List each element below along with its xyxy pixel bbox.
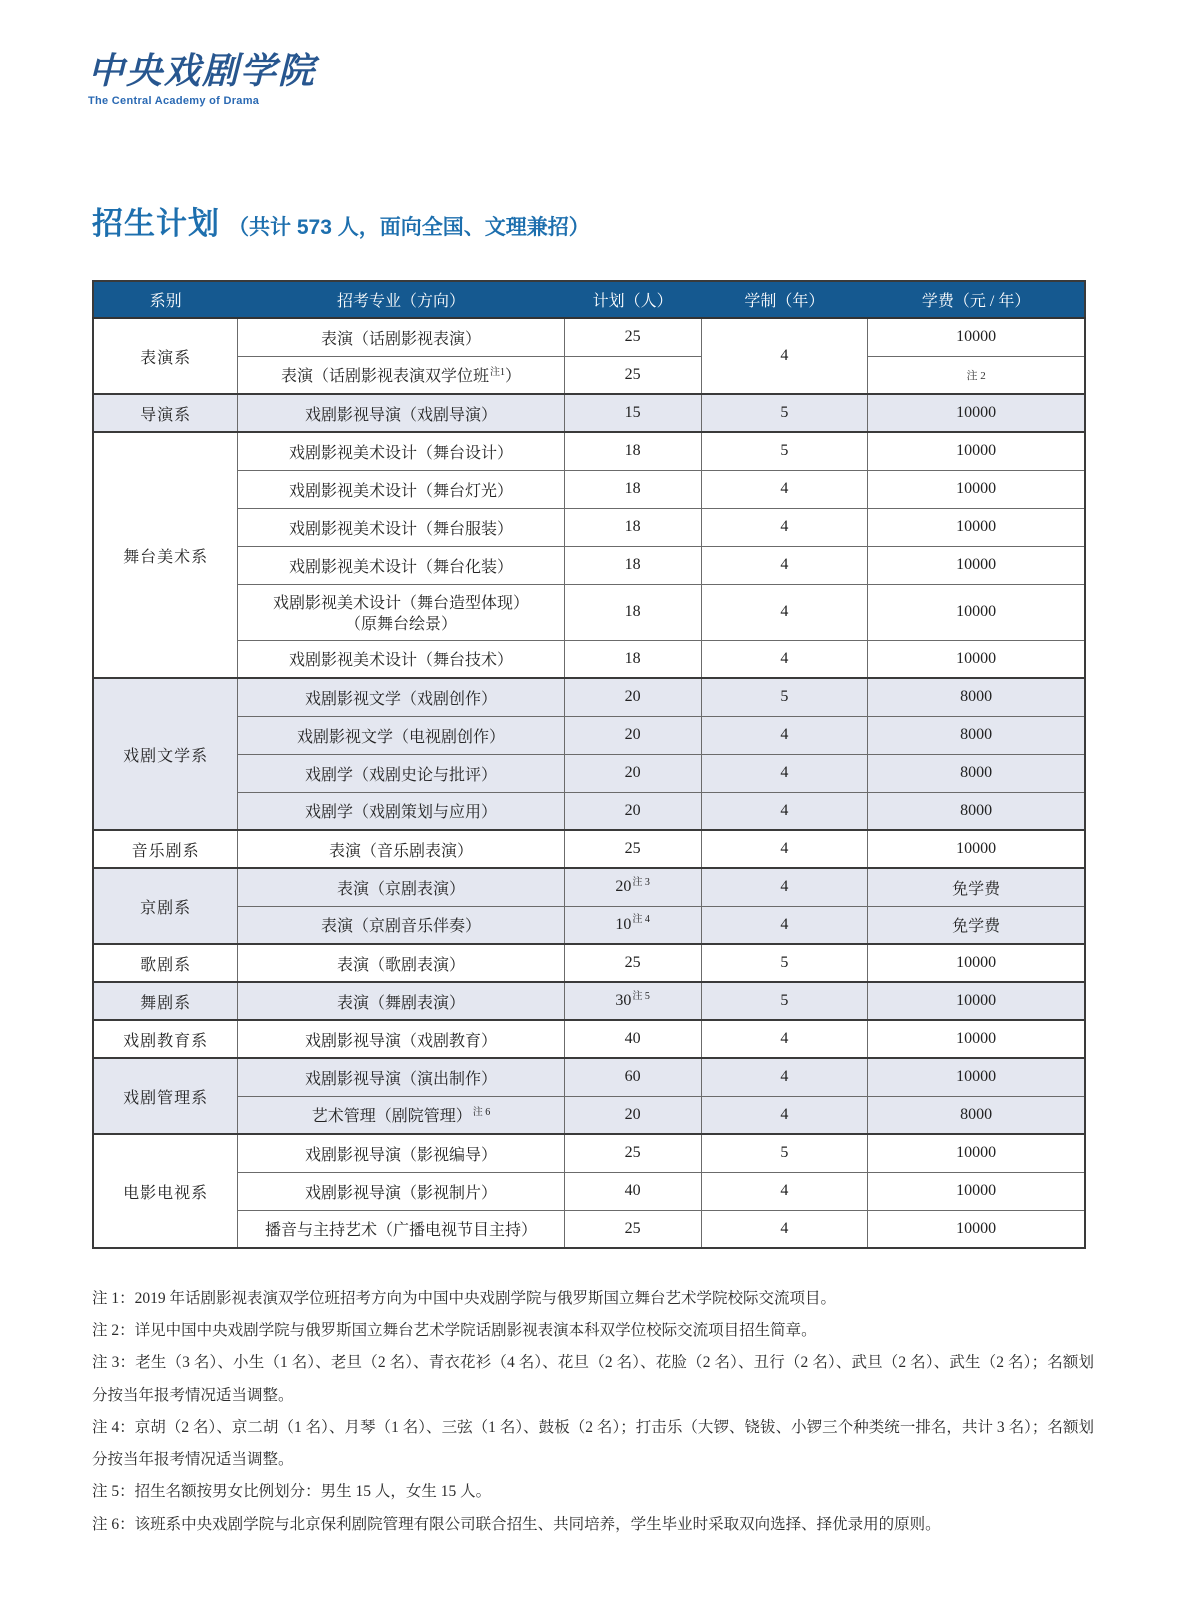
plan-cell: 10$^{注 4}$	[564, 906, 701, 944]
footnote-ref: 注1	[490, 366, 505, 378]
major-cell	[238, 830, 564, 868]
major-cell	[238, 1134, 564, 1172]
plan-cell: 18	[564, 640, 701, 678]
plan-cell: 20$^{注 3}$	[564, 868, 701, 906]
major-cell	[238, 470, 564, 508]
major-text-line2: （原舞台绘景）	[345, 616, 458, 633]
major-text: 表演（话剧影视表演）	[321, 330, 482, 348]
plan-cell: 30$^{注 5}$	[564, 982, 701, 1020]
years-cell: 4	[701, 470, 868, 508]
school-logo	[88, 52, 316, 107]
major-cell	[238, 868, 564, 906]
major-text: 表演（舞剧表演）	[337, 994, 466, 1012]
major-cell	[238, 1172, 564, 1210]
fee-cell: 8000	[868, 754, 1085, 792]
plan-cell: 18	[564, 584, 701, 640]
dept-cell: 舞剧系	[93, 982, 238, 1020]
major-cell	[238, 394, 564, 432]
major-cell	[238, 1210, 564, 1248]
major-cell	[238, 356, 564, 394]
table-row	[93, 394, 1085, 432]
page-title-sub: （共计 573 人，面向全国、文理兼招）	[228, 216, 590, 239]
years-cell: 4	[701, 1096, 868, 1134]
note-line: 注 4：京胡（2 名）、京二胡（1 名）、月琴（1 名）、三弦（1 名）、鼓板（2 名）；打击乐（大锣、铙钹、小锣三个种类统一排名，共计 3 名）；名额划分按当年报考情况适当调整。	[92, 1418, 1094, 1469]
years-cell: 5	[701, 394, 868, 432]
plan-cell: 25	[564, 830, 701, 868]
table-row	[93, 1058, 1085, 1096]
major-text: 表演（话剧影视表演双学位班$^{注1}$）	[280, 366, 522, 386]
major-text: 戏剧影视导演（影视编导）	[305, 1146, 498, 1164]
dept-cell: 电影电视系	[93, 1134, 238, 1248]
major-text: 艺术管理（剧院管理）$^{注 6}$	[311, 1106, 491, 1126]
fee-cell: 10000	[868, 1134, 1085, 1172]
years-cell: 4	[701, 1210, 868, 1248]
footnote-ref: 注 6	[472, 1106, 491, 1118]
dept-cell: 戏剧教育系	[93, 1020, 238, 1058]
major-cell	[238, 546, 564, 584]
years-cell: 5	[701, 432, 868, 470]
fee-cell: 10000	[868, 1020, 1085, 1058]
table-row	[93, 318, 1085, 356]
major-cell	[238, 508, 564, 546]
table-header-row	[93, 281, 1085, 318]
dept-cell: 表演系	[93, 318, 238, 394]
fee-cell: 10000	[868, 394, 1085, 432]
plan-table-body	[93, 318, 1085, 1248]
major-text: 戏剧影视美术设计（舞台化装）	[289, 558, 514, 576]
logo-cn-text: 中央戏剧学院	[88, 50, 317, 92]
header-major: 招考专业（方向）	[238, 281, 564, 318]
plan-cell: 20	[564, 754, 701, 792]
dept-cell: 歌剧系	[93, 944, 238, 982]
plan-cell: 18	[564, 470, 701, 508]
major-cell	[238, 982, 564, 1020]
years-cell: 4	[701, 830, 868, 868]
table-row	[93, 470, 1085, 508]
major-cell	[238, 792, 564, 830]
table-row	[93, 868, 1085, 906]
plan-cell: 20	[564, 1096, 701, 1134]
fee-cell: 8000	[868, 792, 1085, 830]
years-cell: 4	[701, 318, 868, 394]
fee-cell	[868, 356, 1085, 394]
fee-cell: 10000	[868, 470, 1085, 508]
major-cell	[238, 1020, 564, 1058]
table-row	[93, 906, 1085, 944]
table-row	[93, 1210, 1085, 1248]
major-text: 戏剧影视导演（戏剧导演）	[305, 406, 498, 424]
fee-cell: 10000	[868, 982, 1085, 1020]
major-cell	[238, 754, 564, 792]
note-line: 注 6：该班系中央戏剧学院与北京保利剧院管理有限公司联合招生、共同培养，学生毕业时采取双向选择、择优录用的原则。	[92, 1515, 941, 1533]
fee-cell: 10000	[868, 546, 1085, 584]
admission-plan-table	[92, 280, 1086, 1249]
table-row	[93, 1096, 1085, 1134]
plan-cell: 20	[564, 792, 701, 830]
footnotes	[92, 1283, 1094, 1541]
plan-cell: 25	[564, 318, 701, 356]
fee-cell: 8000	[868, 1096, 1085, 1134]
fee-cell: 10000	[868, 640, 1085, 678]
major-text: 播音与主持艺术（广播电视节目主持）	[265, 1222, 538, 1240]
fee-cell: 10000	[868, 830, 1085, 868]
header-fee: 学费（元 / 年）	[868, 281, 1085, 318]
years-cell: 5	[701, 944, 868, 982]
table-row	[93, 1172, 1085, 1210]
fee-footnote-ref: 注 2	[966, 369, 986, 382]
footnote-ref: 注 5	[632, 990, 650, 1002]
header-years: 学制（年）	[701, 281, 868, 318]
plan-cell: 20	[564, 678, 701, 716]
table-row	[93, 508, 1085, 546]
major-cell	[238, 318, 564, 356]
major-text: 戏剧学（戏剧策划与应用）	[305, 804, 498, 822]
major-text: 戏剧影视文学（电视剧创作）	[297, 728, 506, 746]
major-text: 表演（歌剧表演）	[337, 956, 466, 974]
dept-cell: 音乐剧系	[93, 830, 238, 868]
fee-cell: 10000	[868, 318, 1085, 356]
table-row	[93, 792, 1085, 830]
table-row	[93, 432, 1085, 470]
major-text: 戏剧影视美术设计（舞台设计）	[289, 444, 514, 462]
plan-cell: 40	[564, 1172, 701, 1210]
table-row	[93, 754, 1085, 792]
major-cell	[238, 640, 564, 678]
plan-cell: 60	[564, 1058, 701, 1096]
years-cell: 4	[701, 1172, 868, 1210]
page-title-main: 招生计划	[92, 206, 220, 241]
table-row	[93, 716, 1085, 754]
dept-cell: 戏剧管理系	[93, 1058, 238, 1134]
years-cell: 5	[701, 1134, 868, 1172]
major-text: 戏剧影视文学（戏剧创作）	[305, 690, 498, 708]
fee-cell: 10000	[868, 1172, 1085, 1210]
plan-cell: 18	[564, 546, 701, 584]
major-cell	[238, 906, 564, 944]
plan-cell: 20	[564, 716, 701, 754]
years-cell: 4	[701, 868, 868, 906]
major-cell	[238, 1096, 564, 1134]
dept-cell: 导演系	[93, 394, 238, 432]
note-line: 注 1：2019 年话剧影视表演双学位班招考方向为中国中央戏剧学院与俄罗斯国立舞台艺术学院校际交流项目。	[92, 1290, 837, 1307]
page-title	[92, 198, 590, 243]
table-row	[93, 584, 1085, 640]
major-text: 表演（京剧表演）	[337, 880, 466, 898]
plan-cell: 18	[564, 508, 701, 546]
major-text: 戏剧影视导演（戏剧教育）	[305, 1032, 498, 1050]
fee-cell: 10000	[868, 432, 1085, 470]
note-line: 注 2：详见中国中央戏剧学院与俄罗斯国立舞台艺术学院话剧影视表演本科双学位校际交流项目招生简章。	[92, 1322, 817, 1340]
major-cell	[238, 432, 564, 470]
years-cell: 4	[701, 716, 868, 754]
table-row	[93, 678, 1085, 716]
years-cell: 4	[701, 640, 868, 678]
fee-cell: 免学费	[868, 906, 1085, 944]
header-plan: 计划（人）	[564, 281, 701, 318]
major-text: 戏剧影视美术设计（舞台灯光）	[289, 482, 514, 500]
table-row	[93, 1134, 1085, 1172]
dept-cell: 戏剧文学系	[93, 678, 238, 830]
plan-cell: 15	[564, 394, 701, 432]
major-text: 戏剧影视美术设计（舞台服装）	[289, 520, 514, 538]
years-cell: 4	[701, 906, 868, 944]
plan-cell: 25	[564, 356, 701, 394]
dept-cell: 舞台美术系	[93, 432, 238, 678]
major-text: 戏剧影视导演（影视制片）	[305, 1184, 498, 1202]
major-cell	[238, 1058, 564, 1096]
header-dept: 系别	[93, 281, 238, 318]
years-cell: 4	[701, 584, 868, 640]
major-text: 戏剧影视美术设计（舞台技术）	[289, 652, 514, 670]
plan-cell: 25	[564, 1134, 701, 1172]
footnote-ref: 注 4	[632, 914, 650, 926]
table-row	[93, 546, 1085, 584]
footnote-ref: 注 3	[632, 876, 650, 888]
major-text: 戏剧影视美术设计（舞台造型体现）	[273, 595, 530, 612]
table-row	[93, 356, 1085, 394]
major-cell	[238, 584, 564, 640]
major-cell	[238, 716, 564, 754]
plan-cell: 18	[564, 432, 701, 470]
years-cell: 5	[701, 678, 868, 716]
years-cell: 4	[701, 754, 868, 792]
fee-cell: 10000	[868, 584, 1085, 640]
years-cell: 4	[701, 546, 868, 584]
major-text: 表演（音乐剧表演）	[329, 842, 474, 860]
fee-cell: 10000	[868, 944, 1085, 982]
table-row	[93, 982, 1085, 1020]
logo-en-text: The Central Academy of Drama	[88, 94, 260, 107]
note-line: 注 3：老生（3 名）、小生（1 名）、老旦（2 名）、青衣花衫（4 名）、花旦（2 名）、花脸（2 名）、丑行（2 名）、武旦（2 名）、武生（2 名）；名额划分按当年报考情况适当调整。	[92, 1354, 1094, 1404]
years-cell: 4	[701, 508, 868, 546]
plan-cell: 40	[564, 1020, 701, 1058]
years-cell: 4	[701, 792, 868, 830]
fee-cell: 8000	[868, 678, 1085, 716]
fee-cell: 10000	[868, 508, 1085, 546]
table-row	[93, 944, 1085, 982]
major-text: 戏剧学（戏剧史论与批评）	[305, 766, 498, 784]
fee-cell: 10000	[868, 1058, 1085, 1096]
note-line: 注 5：招生名额按男女比例划分：男生 15 人，女生 15 人。	[92, 1483, 492, 1501]
major-text: 表演（京剧音乐伴奏）	[321, 918, 482, 936]
plan-cell: 25	[564, 944, 701, 982]
major-cell	[238, 944, 564, 982]
fee-cell: 8000	[868, 716, 1085, 754]
fee-cell: 10000	[868, 1210, 1085, 1248]
table-row	[93, 640, 1085, 678]
plan-cell: 25	[564, 1210, 701, 1248]
major-cell	[238, 678, 564, 716]
dept-cell: 京剧系	[93, 868, 238, 944]
years-cell: 5	[701, 982, 868, 1020]
table-row	[93, 830, 1085, 868]
table-row	[93, 1020, 1085, 1058]
years-cell: 4	[701, 1058, 868, 1096]
years-cell: 4	[701, 1020, 868, 1058]
fee-cell: 免学费	[868, 868, 1085, 906]
major-text: 戏剧影视导演（演出制作）	[305, 1070, 498, 1088]
